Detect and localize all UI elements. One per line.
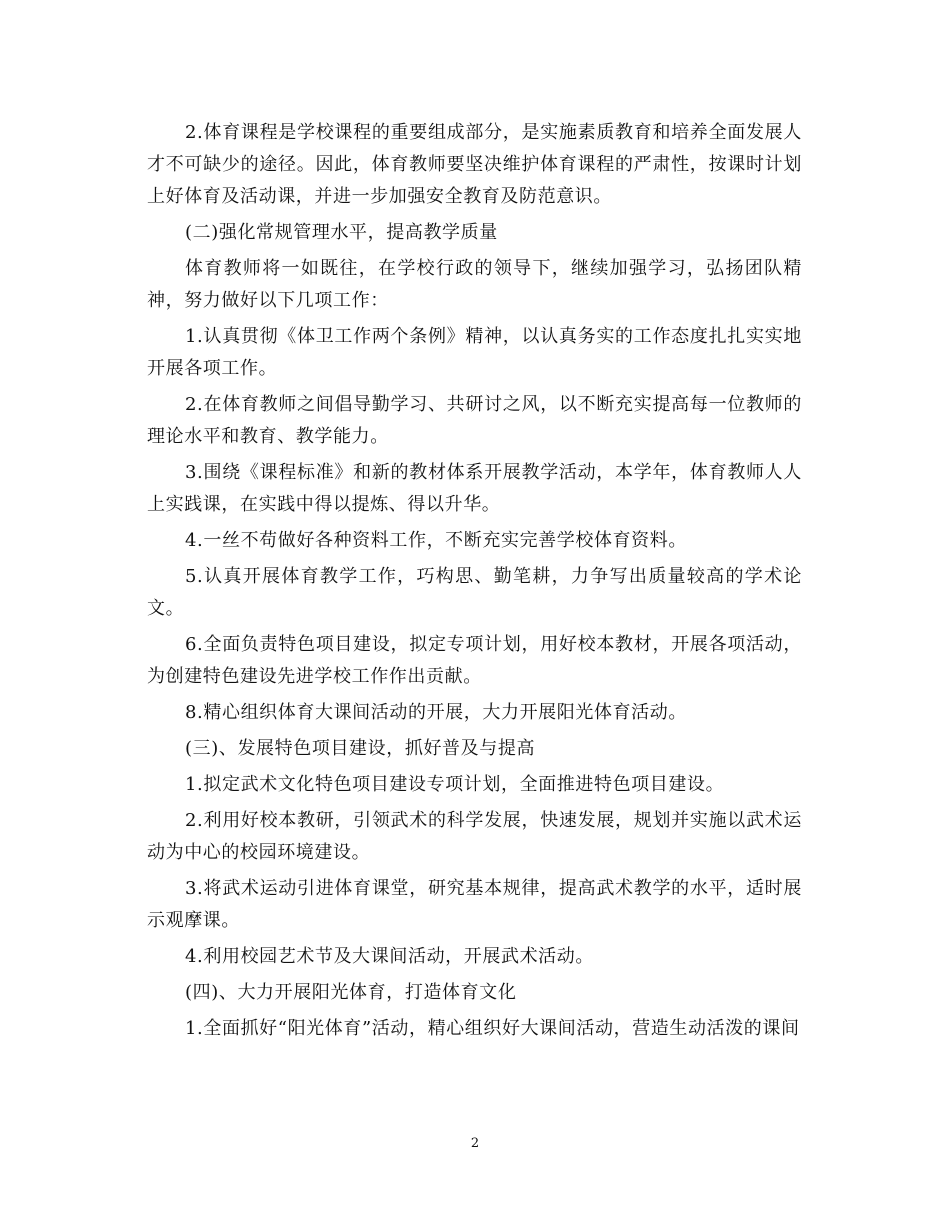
section-heading: (三)、发展特色项目建设，抓好普及与提高 <box>185 738 536 759</box>
list-item: 5.认真开展体育教学工作，巧构思、勤笔耕，力争写出质量较高的学术论文。 <box>147 566 802 619</box>
section-heading: (四)、大力开展阳光体育，打造体育文化 <box>185 982 517 1003</box>
list-item: 1.拟定武术文化特色项目建设专项计划，全面推进特色项目建设。 <box>185 774 725 795</box>
document-body <box>147 117 802 1045</box>
list-item: 4.一丝不苟做好各种资料工作，不断充实完善学校体育资料。 <box>185 530 687 551</box>
list-item: 2.在体育教师之间倡导勤学习、共研讨之风，以不断充实提高每一位教师的理论水平和教育、教学能力。 <box>147 394 802 447</box>
list-item: 4.利用校园艺术节及大课间活动，开展武术活动。 <box>185 946 594 967</box>
section-heading: (二)强化常规管理水平，提高教学质量 <box>185 222 498 243</box>
list-item: 1.认真贯彻《体卫工作两个条例》精神，以认真务实的工作态度扎扎实实地开展各项工作。 <box>147 326 802 379</box>
list-item: 8.精心组织体育大课间活动的开展，大力开展阳光体育活动。 <box>185 702 687 723</box>
list-item: 2.利用好校本教研，引领武术的科学发展，快速发展，规划并实施以武术运动为中心的校园环境建设。 <box>147 810 802 863</box>
list-item: 3.将武术运动引进体育课堂，研究基本规律，提高武术教学的水平，适时展示观摩课。 <box>147 878 802 931</box>
list-item: 1.全面抓好“阳光体育”活动，精心组织好大课间活动，营造生动活泼的课间 <box>185 1018 800 1039</box>
list-item: 3.围绕《课程标准》和新的教材体系开展教学活动，本学年，体育教师人人上实践课，在实践中得以提炼、得以升华。 <box>147 462 802 515</box>
paragraph: 2.体育课程是学校课程的重要组成部分，是实施素质教育和培养全面发展人才不可缺少的途径。因此，体育教师要坚决维护体育课程的严肃性，按课时计划上好体育及活动课，并进一步加强安全教育及防范意识。 <box>147 122 802 207</box>
list-item: 6.全面负责特色项目建设，拟定专项计划，用好校本教材，开展各项活动，为创建特色建设先进学校工作作出贡献。 <box>147 634 802 687</box>
paragraph: 体育教师将一如既往，在学校行政的领导下，继续加强学习，弘扬团队精神，努力做好以下几项工作： <box>147 258 802 311</box>
page-number: 2 <box>470 1136 480 1151</box>
